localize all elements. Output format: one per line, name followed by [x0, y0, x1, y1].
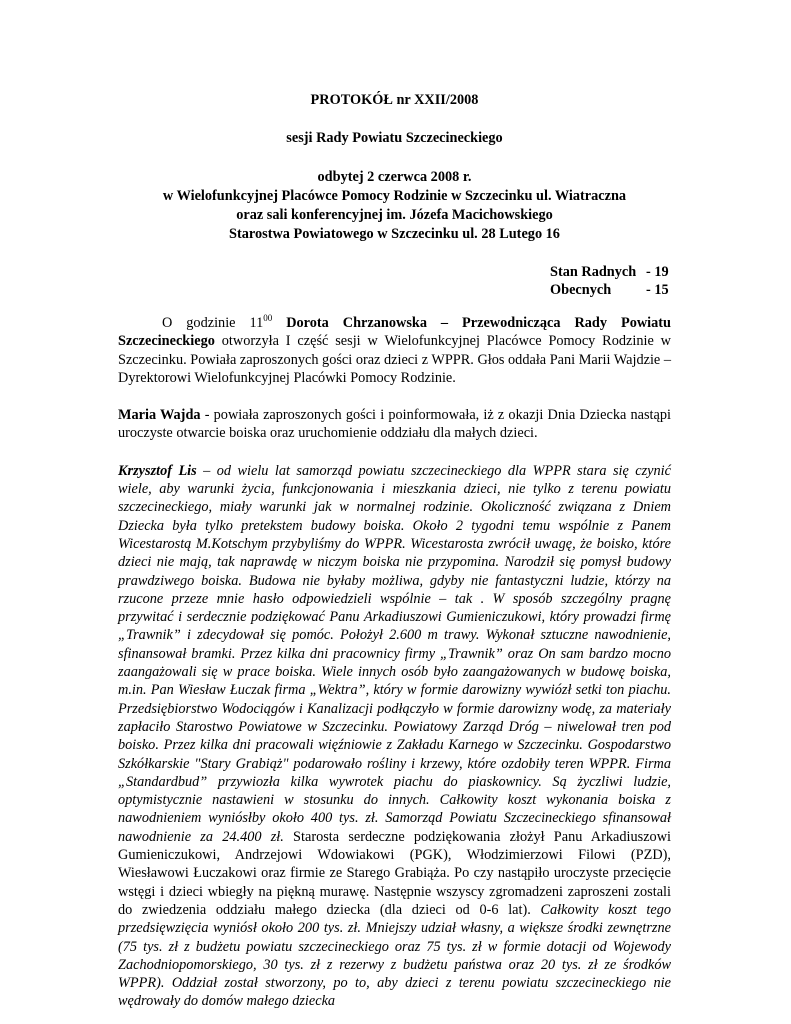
lis-statement: – od wielu lat samorząd powiatu szczecineckiego dla WPPR stara się czynić wiele, aby warunki życia, funkcjonowania i mieszkania dzieci, nie tylko z terenu powiatu szczecineckiego, miały warunki jak w normalnej rodzinie. Okoliczność związana z Dniem Dziecka była tylko pretekstem budowy boiska. Około 2 tygodni temu wspólnie z Panem Wicestarostą M.Kotschym przybyliśmy do WPPR. Wicestarosta zwrócił uwagę, że boisko, które dzieci nie mają, tak naprawdę w niczym boiska nie przypomina. Narodził się pomysł budowy prawdziwego boiska. Budowa nie byłaby możliwa, gdyby nie fantastyczni ludzie, którzy na rzucone przeze mnie hasło odpowiedzieli wspólnie – tak . W sposób szczególny pragnę przywitać i serdecznie podziękować Panu Arkadiuszowi Gumieniczukowi, który prowadzi firmę „Trawnik” i zdecydował się pomóc. Położył 2.600 m trawy. Wykonał sztuczne nawodnienie, sfinansował bramki. Przez kilka dni pracownicy firmy „Trawnik” oraz On sam bardzo mocno zaangażowali się w prace boiska. Wiele innych osób było zaangażowanych w budowę boiska, m.in. Pan Wiesław Łuczak firma „Wektra”, który w formie darowizny wywiózł setki ton piachu. Przedsiębiorstwo Wodociągów i Kanalizacji podłączyło w formie darowizny wodę, za materiały zapłaciło Starostwo Powiatowe w Szczecinku. Powiatowy Zarząd Dróg – niwelował tren pod boisko. Przez kilka dni pracowali więźniowie z Zakładu Karnego w Szczecinku. Gospodarstwo Szkółkarskie "Stary Grabiąż" podarowało rośliny i krzewy, które ozdobiły teren WPPR. Firma „Standardbud” przywiozła kilka wywrotek piachu do piaskownicy. Są życzliwi ludzie, optymistycznie nastawieni w stosunku do innych. Całkowity koszt wykonania boiska z nawodnieniem wyniósłby około 400 tys. zł. Samorząd Powiatu Szczecineckiego sfinansował nawodnienie za 24.400 zł.: [118, 462, 671, 845]
session-room: oraz sali konferencyjnej im. Józefa Macichowskiego: [236, 207, 553, 223]
paragraph-lis: [118, 462, 671, 1011]
opening-text: otworzyła I część sesji w Wielofunkcyjnej Placówce Pomocy Rodzinie w Szczecinku. Powiała zaproszonych gości oraz dzieci z WPPR. Głos oddała Pani Marii Wajdzie – Dyrektorowi Wielofunkcyjnej Placówki Pomocy Rodzinie.: [118, 333, 671, 386]
lis-cost-statement: Całkowity koszt tego przedsięwzięcia wyniósł około 200 tys. zł. Mniejszy udział własny, a większe środki zewnętrzne (75 tys. zł z budżetu powiatu szczecineckiego oraz 75 tys. zł w formie dotacji od Wojewody Zachodniopomorskiego, 30 tys. zł z rezerwy z budżetu państwa oraz 20 tys. zł ze środków WPPR). Oddział został stworzony, po to, aby dzieci z terenu powiatu szczecineckiego nie wędrowały do domów małego dziecka: [118, 901, 671, 1010]
paragraph-wajda: [118, 406, 671, 443]
opening-intro: O godzinie 11: [162, 315, 264, 331]
attendance-block: [550, 263, 671, 299]
speaker-wajda: Maria Wajda: [118, 407, 201, 424]
chairwoman-name: Dorota Chrzanowska – Przewodnicząca Rady Powiatu Szczecineckiego: [118, 315, 672, 350]
opening-time-sup: 00: [263, 313, 273, 323]
starosta-thanks: Starosta serdeczne podziękowania złożył Panu Arkadiuszowi Gumieniczukowi, Andrzejowi Wdowiakowi (PGK), Włodzimierzowi Filowi (PZD), Wiesławowi Łuczakowi oraz firmie ze Starego Grabiąża. Po czy nastąpiło uroczyste przecięcie wstęgi i dzieci wbiegły na piękną murawę. Następnie wszyscy zgromadzeni zaproszeni zostali do zwiedzenia oddziału małego dziecka (dla dzieci od 0-6 lat).: [118, 828, 671, 918]
document-page: [118, 80, 671, 1011]
document-title: PROTOKÓŁ nr XXII/2008: [310, 92, 479, 108]
attendance-present-row: [550, 281, 671, 299]
wajda-text: - powiała zaproszonych gości i poinformowała, iż z okazji Dnia Dziecka nastąpi uroczyste otwarcie boiska oraz uruchomienie oddziału dla małych dzieci.: [118, 407, 671, 442]
speaker-lis: Krzysztof Lis: [118, 462, 197, 479]
session-date: odbytej 2 czerwca 2008 r.: [317, 169, 472, 185]
attendance-stan-row: [550, 263, 671, 281]
obecnych-label: Obecnych: [550, 282, 612, 298]
session-address: Starostwa Powiatowego w Szczecinku ul. 28 Lutego 16: [229, 226, 560, 242]
session-location: w Wielofunkcyjnej Placówce Pomocy Rodzinie w Szczecinku ul. Wiatraczna: [162, 188, 627, 204]
session-details: [118, 168, 671, 244]
stan-label: Stan Radnych: [550, 264, 637, 280]
document-subtitle: sesji Rady Powiatu Szczecineckiego: [286, 130, 503, 146]
stan-value: - 19: [646, 264, 669, 280]
paragraph-opening: [118, 314, 671, 387]
obecnych-value: - 15: [646, 282, 669, 298]
